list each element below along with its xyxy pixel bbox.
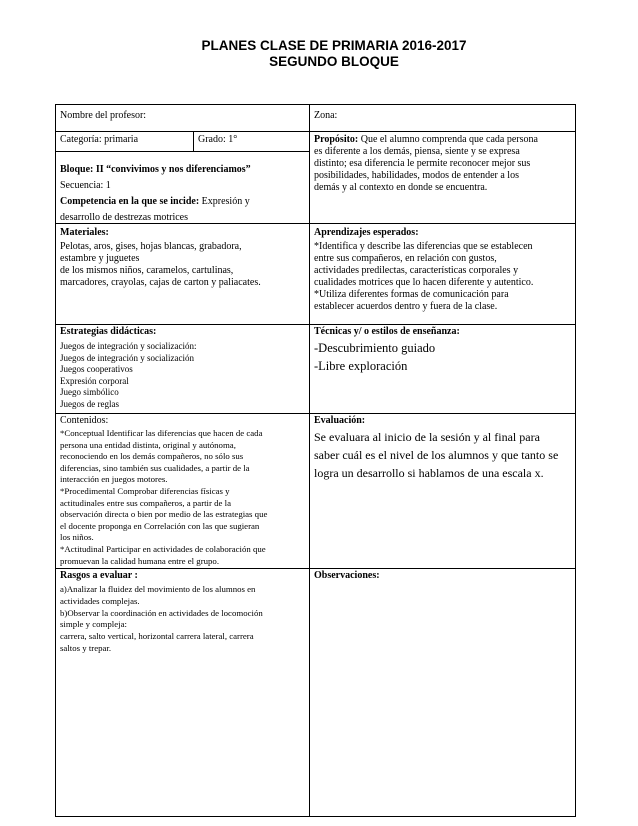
- evaluacion-line: saber cuál es el nivel de los alumnos y que tanto se: [314, 448, 559, 462]
- estrategias-line: Juego simbólico: [60, 387, 119, 397]
- proposito-cell: [309, 131, 576, 224]
- document-subtitle: SEGUNDO BLOQUE: [269, 54, 399, 69]
- categoria-label: Categoría: primaria: [60, 134, 139, 145]
- contenidos-line: los niños.: [60, 532, 94, 543]
- zona-cell: [309, 104, 576, 132]
- evaluacion-cell: [309, 413, 576, 569]
- rasgos-line: actividades complejas.: [60, 595, 140, 606]
- grado-label: Grado: 1°: [198, 134, 238, 145]
- tecnicas-label: Técnicas y/ o estilos de enseñanza:: [314, 326, 460, 337]
- profesor-label: Nombre del profesor:: [60, 110, 147, 121]
- contenidos-line: diferencias, sino también sus cualidades, a partir de la: [60, 462, 250, 473]
- aprendizajes-line: *Identifica y describe las diferencias que se establecen: [314, 241, 533, 252]
- rasgos-cell: [55, 568, 310, 817]
- proposito-line: es diferente a los demás, piensa, siente y se expresa: [314, 146, 520, 157]
- contenidos-line: *Procedimental Comprobar diferencias físicas y: [60, 485, 230, 496]
- contenidos-line: reconociendo en los demás compañeros, no sólo sus: [60, 451, 244, 462]
- competencia-text-2: desarrollo de destrezas motrices: [60, 212, 189, 223]
- evaluacion-line: Se evaluara al inicio de la sesión y al final para: [314, 430, 540, 444]
- estrategias-line: Juegos de reglas: [60, 398, 119, 409]
- evaluacion-line: logra un desarrollo si hablamos de una escala x.: [314, 466, 544, 480]
- contenidos-line: interacción en juegos motores.: [60, 474, 168, 485]
- aprendizajes-line: cualidades motrices que lo hacen diferente y autentico.: [314, 277, 534, 288]
- aprendizajes-line: *Utiliza diferentes formas de comunicación para: [314, 289, 509, 300]
- materiales-line: estambre y juguetes: [60, 253, 140, 264]
- estrategias-line: Juegos de integración y socialización:: [60, 341, 197, 351]
- aprendizajes-label: Aprendizajes esperados:: [314, 227, 419, 238]
- rasgos-line: simple y compleja:: [60, 619, 127, 630]
- estrategias-cell: [55, 324, 310, 414]
- observaciones-cell: [309, 568, 576, 817]
- grado-cell: [193, 131, 310, 152]
- contenidos-line: persona una entidad distinta, original y autónoma,: [60, 439, 236, 450]
- contenidos-line: observación directa o bien por medio de las estrategias que: [60, 509, 268, 520]
- contenidos-line: el docente proponga en Correlación con las que sugieran: [60, 520, 260, 531]
- aprendizajes-line: establecer acuerdos dentro y fuera de la clase.: [314, 301, 498, 312]
- competencia-label: Competencia en la que se incide:: [60, 196, 200, 207]
- aprendizajes-line: entre sus compañeros, en relación con gustos,: [314, 253, 497, 264]
- proposito-line: distinto; esa diferencia le permite reconocer mejor sus: [314, 158, 531, 169]
- materiales-line: Pelotas, aros, gises, hojas blancas, grabadora,: [60, 241, 242, 252]
- competencia-text: Expresión y: [199, 196, 250, 207]
- proposito-line: demás y al contexto en donde se encuentra.: [314, 182, 488, 193]
- contenidos-line: *Actitudinal Participar en actividades de colaboración que: [60, 543, 266, 554]
- profesor-cell: [55, 104, 310, 132]
- tecnicas-cell: [309, 324, 576, 414]
- contenidos-cell: [55, 413, 310, 569]
- materiales-line: de los mismos niños, caramelos, cartulinas,: [60, 265, 234, 276]
- estrategias-line: Expresión corporal: [60, 375, 129, 386]
- rasgos-line: carrera, salto vertical, horizontal carrera lateral, carrera: [60, 631, 254, 642]
- rasgos-line: saltos y trepar.: [60, 642, 112, 653]
- aprendizajes-cell: [309, 223, 576, 325]
- estrategias-label: Estrategias didácticas:: [60, 326, 157, 337]
- contenidos-line: promuevan la calidad humana entre el grupo.: [60, 555, 220, 566]
- rasgos-line: b)Observar la coordinación en actividades de locomoción: [60, 607, 263, 618]
- contenidos-label: Contenidos:: [60, 415, 109, 426]
- secuencia-label: Secuencia: 1: [60, 180, 111, 191]
- zona-label: Zona:: [314, 110, 338, 121]
- tecnicas-line: -Libre exploración: [314, 359, 408, 373]
- estrategias-line: Juegos de integración y socialización: [60, 352, 194, 363]
- proposito-line: Que el alumno comprenda que cada persona: [358, 134, 538, 145]
- materiales-cell: [55, 223, 310, 325]
- proposito-line: posibilidades, habilidades, modos de entender a los: [314, 170, 519, 181]
- aprendizajes-line: actividades predilectas, características corporales y: [314, 265, 519, 276]
- document-title: PLANES CLASE DE PRIMARIA 2016-2017: [201, 38, 467, 53]
- bloque-cell: [55, 151, 310, 224]
- estrategias-line: Juegos cooperativos: [60, 364, 133, 374]
- contenidos-line: actitudinales entre sus compañeros, a partir de la: [60, 497, 231, 508]
- contenidos-line: *Conceptual Identificar las diferencias que hacen de cada: [60, 428, 263, 438]
- bloque-label: Bloque: II “convivimos y nos diferenciamos”: [60, 164, 251, 175]
- materiales-label: Materiales:: [60, 227, 109, 238]
- materiales-line: marcadores, crayolas, cajas de carton y paliacates.: [60, 277, 261, 288]
- observaciones-label: Observaciones:: [314, 570, 380, 581]
- rasgos-line: a)Analizar la fluidez del movimiento de los alumnos en: [60, 584, 256, 594]
- tecnicas-line: -Descubrimiento guiado: [314, 341, 436, 355]
- proposito-label: Propósito:: [314, 134, 359, 145]
- categoria-cell: [55, 131, 194, 152]
- evaluacion-label: Evaluación:: [314, 415, 366, 426]
- rasgos-label: Rasgos a evaluar :: [60, 570, 138, 581]
